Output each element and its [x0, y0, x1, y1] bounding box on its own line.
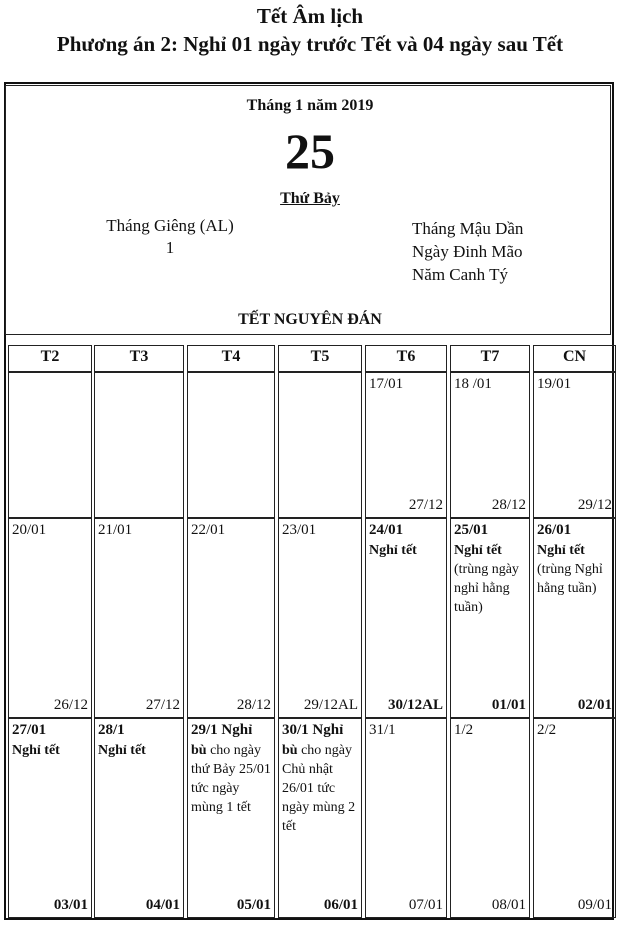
- holiday-label: Nghỉ tết: [12, 743, 60, 758]
- lunar-date: 02/01: [577, 697, 612, 713]
- calendar-day-cell: [187, 372, 275, 518]
- holiday-label: Nghỉ tết: [98, 743, 146, 758]
- solar-date: 21/01: [98, 522, 133, 538]
- weekday-header-t5: T5: [278, 345, 362, 372]
- calendar-day-cell: [94, 718, 184, 918]
- lunar-date: 27/12: [145, 697, 180, 713]
- lunar-date: 07/01: [408, 897, 443, 913]
- holiday-detail: (trùng Nghỉ hằng tuần): [537, 562, 603, 596]
- solar-date: 18 /01: [454, 376, 492, 392]
- calendar-day-cell: [94, 372, 184, 518]
- calendar-day-cell: [8, 518, 92, 718]
- featured-day-number: 25: [285, 123, 335, 179]
- weekday-header-t4: T4: [187, 345, 275, 372]
- solar-date: 22/01: [191, 522, 226, 538]
- holiday-detail: cho ngày Chủ nhật 26/01 tức ngày mùng 2 tết: [282, 743, 356, 834]
- lunar-date-block: [100, 215, 240, 259]
- weekday-header-t3: T3: [94, 345, 184, 372]
- calendar-day-cell: [365, 518, 447, 718]
- lunar-date: 29/12AL: [303, 697, 358, 713]
- featured-event: TẾT NGUYÊN ĐÁN: [238, 311, 382, 328]
- solar-date: 30/1 Nghỉ: [282, 722, 344, 738]
- lunar-date: 04/01: [145, 897, 180, 913]
- solar-date: 24/01: [369, 522, 404, 538]
- solar-date: 29/1 Nghỉ: [191, 722, 253, 738]
- holiday-detail: cho ngày thứ Bảy 25/01 tức ngày mùng 1 tết: [191, 743, 271, 815]
- calendar-day-cell: [8, 718, 92, 918]
- holiday-label: bù: [191, 743, 207, 758]
- day-note: [282, 741, 358, 836]
- calendar-day-cell: [278, 518, 362, 718]
- holiday-label: Nghỉ tết: [369, 543, 417, 558]
- solar-date: 2/2: [537, 722, 557, 738]
- calendar-day-cell: [533, 718, 616, 918]
- solar-date: 17/01: [369, 376, 404, 392]
- lunar-date: 01/01: [491, 697, 526, 713]
- lunar-date: 28/12: [491, 497, 526, 513]
- calendar-day-cell: [94, 518, 184, 718]
- calendar-day-cell: [533, 518, 616, 718]
- lunar-date: 27/12: [408, 497, 443, 513]
- solar-date: 19/01: [537, 376, 572, 392]
- lunar-date: 05/01: [236, 897, 271, 913]
- day-note: [191, 741, 271, 817]
- page-subtitle: Phương án 2: Nghỉ 01 ngày trước Tết và 04 ngày sau Tết: [56, 32, 564, 56]
- solar-date: 26/01: [537, 522, 572, 538]
- lunar-month: Tháng Giêng (AL): [106, 216, 234, 235]
- calendar-day-cell: [187, 518, 275, 718]
- can-chi-year: Năm Canh Tý: [412, 265, 509, 284]
- lunar-date: 29/12: [577, 497, 612, 513]
- page-title: Tết Âm lịch: [256, 4, 364, 28]
- weekday-header-t7: T7: [450, 345, 530, 372]
- holiday-label: bù: [282, 743, 298, 758]
- weekday-header-cn: CN: [533, 345, 616, 372]
- holiday-label: Nghỉ tết: [537, 543, 585, 558]
- calendar-day-cell: [365, 718, 447, 918]
- day-note: [369, 541, 443, 560]
- solar-date: 31/1: [369, 722, 396, 738]
- solar-date: 23/01: [282, 522, 317, 538]
- day-note: [98, 741, 180, 760]
- weekday-header-t6: T6: [365, 345, 447, 372]
- lunar-date: 30/12AL: [387, 697, 443, 713]
- can-chi-block: [412, 217, 523, 286]
- featured-weekday: Thứ Bảy: [280, 190, 340, 207]
- weekday-header-t2: T2: [8, 345, 92, 372]
- calendar-day-cell: [450, 718, 530, 918]
- lunar-date: 28/12: [236, 697, 271, 713]
- solar-date: 27/01: [12, 722, 47, 738]
- holiday-detail: (trùng ngày nghỉ hằng tuần): [454, 562, 519, 615]
- lunar-date: 03/01: [53, 897, 88, 913]
- lunar-date: 06/01: [323, 897, 358, 913]
- calendar-day-cell: [8, 372, 92, 518]
- can-chi-day: Ngày Đinh Mão: [412, 242, 523, 261]
- lunar-date: 09/01: [577, 897, 612, 913]
- solar-date: 1/2: [454, 722, 474, 738]
- calendar-day-cell: [365, 372, 447, 518]
- calendar-day-cell: [278, 372, 362, 518]
- lunar-date: 08/01: [491, 897, 526, 913]
- solar-date: 20/01: [12, 522, 47, 538]
- calendar-day-cell: [187, 718, 275, 918]
- calendar-day-cell: [278, 718, 362, 918]
- solar-date: 25/01: [454, 522, 489, 538]
- calendar-day-cell: [533, 372, 616, 518]
- day-note: [537, 541, 612, 598]
- day-note: [454, 541, 526, 617]
- lunar-date: 26/12: [53, 697, 88, 713]
- can-chi-month: Tháng Mậu Dần: [412, 219, 524, 238]
- calendar-day-cell: [450, 518, 530, 718]
- featured-month-year: Tháng 1 năm 2019: [246, 97, 374, 114]
- calendar-day-cell: [450, 372, 530, 518]
- holiday-label: Nghỉ tết: [454, 543, 502, 558]
- day-note: [12, 741, 88, 760]
- solar-date: 28/1: [98, 722, 125, 738]
- lunar-day: 1: [165, 238, 175, 257]
